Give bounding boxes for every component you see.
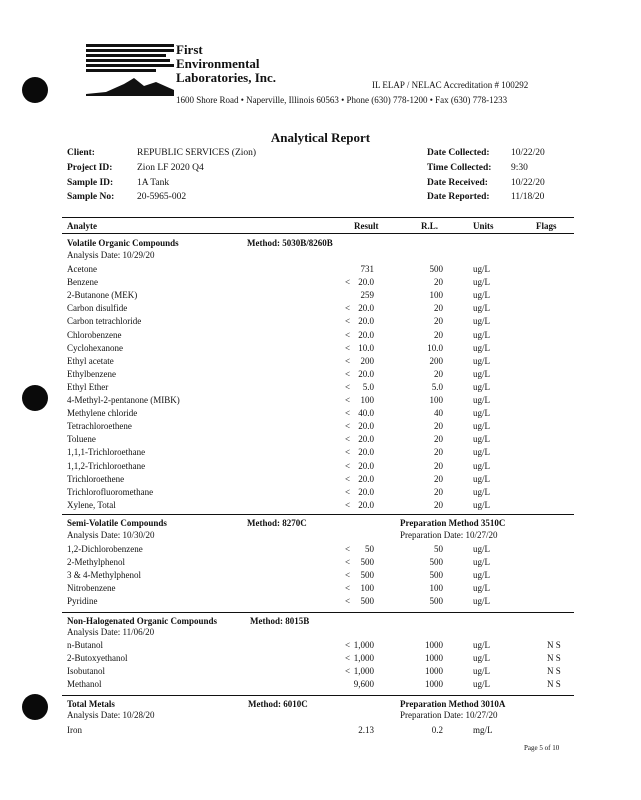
result-cell: 100	[360, 395, 374, 405]
result-cell: 20.0	[358, 316, 374, 327]
sample-id-line: Sample ID: 1A Tank	[67, 178, 170, 188]
analyte-cell: Ethyl acetate	[67, 355, 114, 366]
rl-cell: 20	[434, 329, 443, 340]
qualifier-cell: <	[345, 381, 351, 392]
col-analyte: Analyte	[67, 221, 97, 231]
unit-cell: ug/L	[473, 666, 490, 676]
qualifier-cell: <	[345, 342, 351, 353]
unit-cell: ug/L	[473, 381, 490, 392]
result-cell: 5.0	[362, 381, 374, 392]
analysis-date-nhoc: Analysis Date: 11/06/20	[67, 627, 155, 637]
analyte-cell: 2-Butoxyethanol	[67, 653, 128, 663]
analyte-cell: Methylene chloride	[67, 408, 138, 419]
divider	[62, 612, 574, 613]
table-row	[67, 277, 577, 290]
table-row	[67, 596, 577, 609]
qualifier-cell: <	[345, 447, 351, 458]
unit-cell: ug/L	[473, 264, 490, 274]
analysis-date-voc: Analysis Date: 10/29/20	[67, 250, 155, 260]
result-cell: 1,000	[353, 666, 374, 676]
result-cell: 20.0	[358, 460, 374, 471]
table-row	[67, 330, 577, 343]
result-cell: 10.0	[358, 342, 374, 353]
result-cell: 20.0	[358, 277, 374, 288]
result-cell: 20.0	[358, 486, 374, 497]
prep-method-metals: Preparation Method 3010A	[400, 699, 506, 709]
unit-cell: ug/L	[473, 329, 490, 340]
result-cell: 1,000	[353, 653, 374, 663]
unit-cell: ug/L	[473, 640, 490, 650]
analyte-cell: Nitrobenzene	[67, 583, 116, 593]
analyte-cell: Toluene	[67, 434, 96, 445]
rl-cell: 100	[429, 583, 443, 593]
qualifier-cell: <	[345, 583, 351, 593]
unit-cell: ug/L	[473, 277, 490, 288]
qualifier-cell: <	[345, 640, 351, 650]
rl-cell: 20	[434, 486, 443, 497]
section-title-svoc: Semi-Volatile Compounds	[67, 518, 167, 528]
result-cell: 9,600	[353, 679, 374, 689]
flag-cell: N S	[547, 679, 561, 689]
unit-cell: ug/L	[473, 368, 490, 379]
section-title-nhoc: Non-Halogenated Organic Compounds	[67, 616, 218, 626]
rl-cell: 20	[434, 421, 443, 432]
rl-cell: 20	[434, 368, 443, 379]
analyte-cell: Methanol	[67, 679, 102, 689]
rl-cell: 5.0	[431, 381, 443, 392]
result-cell: 20.0	[358, 473, 374, 484]
analyte-cell: 2-Methylphenol	[67, 557, 125, 567]
analyte-cell: Carbon tetrachloride	[67, 316, 142, 327]
qualifier-cell: <	[345, 408, 351, 419]
result-cell: 20.0	[358, 303, 374, 314]
rl-cell: 20	[434, 499, 443, 510]
analyte-cell: Tetrachloroethene	[67, 421, 132, 432]
analyte-cell: Iron	[67, 725, 82, 735]
analyte-cell: Isobutanol	[67, 666, 105, 676]
rl-cell: 100	[429, 290, 443, 301]
qualifier-cell: <	[345, 570, 351, 580]
result-cell: 20.0	[358, 447, 374, 458]
unit-cell: ug/L	[473, 583, 490, 593]
rl-cell: 20	[434, 434, 443, 445]
rl-cell: 1000	[425, 679, 443, 689]
analyte-cell: 1,2-Dichlorobenzene	[67, 544, 143, 554]
rl-cell: 1000	[425, 640, 443, 650]
unit-cell: ug/L	[473, 653, 490, 663]
result-cell: 40.0	[358, 408, 374, 419]
rl-cell: 40	[434, 408, 443, 419]
result-cell: 100	[360, 583, 374, 593]
unit-cell: ug/L	[473, 679, 490, 689]
time-collected-line: Time Collected: 9:30	[427, 163, 528, 173]
project-line: Project ID: Zion LF 2020 Q4	[67, 163, 204, 173]
table-row	[67, 570, 577, 583]
table-row	[67, 725, 577, 738]
qualifier-cell: <	[345, 277, 351, 288]
qualifier-cell: <	[345, 303, 351, 314]
table-row	[67, 557, 577, 570]
rl-cell: 50	[434, 544, 443, 554]
analyte-cell: Ethyl Ether	[67, 381, 109, 392]
sample-no-line: Sample No: 20-5965-002	[67, 192, 187, 202]
col-units: Units	[473, 221, 494, 231]
rl-cell: 1000	[425, 666, 443, 676]
method-nhoc: Method: 8015B	[250, 616, 310, 626]
divider	[62, 514, 574, 515]
unit-cell: ug/L	[473, 408, 490, 419]
analyte-cell: Pyridine	[67, 596, 98, 606]
qualifier-cell: <	[345, 316, 351, 327]
result-cell: 20.0	[358, 499, 374, 510]
mountain-graphic	[86, 74, 174, 96]
company-name: First Environmental Laboratories, Inc.	[176, 42, 277, 85]
date-collected-line: Date Collected: 10/22/20	[427, 148, 545, 158]
analyte-cell: Trichloroethene	[67, 473, 125, 484]
method-metals: Method: 6010C	[248, 699, 308, 709]
analyte-cell: Chlorobenzene	[67, 329, 122, 340]
company-address: 1600 Shore Road • Naperville, Illinois 60563 • Phone (630) 778-1200 • Fax (630) 778-1233	[176, 95, 508, 105]
page-number: Page 5 of 10	[524, 744, 560, 752]
rl-cell: 200	[429, 355, 443, 366]
table-row	[67, 474, 577, 487]
analyte-cell: 4-Methyl-2-pentanone (MIBK)	[67, 395, 180, 405]
table-row	[67, 395, 577, 408]
result-cell: 20.0	[358, 329, 374, 340]
analyte-cell: 1,1,1-Trichloroethane	[67, 447, 146, 458]
analyte-cell: Cyclohexanone	[67, 342, 123, 353]
unit-cell: ug/L	[473, 499, 490, 510]
result-cell: 20.0	[358, 368, 374, 379]
table-row	[67, 461, 577, 474]
table-row	[67, 666, 577, 679]
result-cell: 20.0	[358, 434, 374, 445]
analyte-cell: Acetone	[67, 264, 97, 274]
qualifier-cell: <	[345, 653, 351, 663]
result-cell: 500	[360, 557, 374, 567]
result-cell: 500	[360, 596, 374, 606]
qualifier-cell: <	[345, 499, 351, 510]
table-row	[67, 316, 577, 329]
qualifier-cell: <	[345, 368, 351, 379]
table-row	[67, 303, 577, 316]
rl-cell: 20	[434, 303, 443, 314]
client-line: Client: REPUBLIC SERVICES (Zion)	[67, 148, 257, 158]
divider	[62, 695, 574, 696]
rl-cell: 100	[429, 395, 443, 405]
result-cell: 2.13	[358, 725, 374, 735]
qualifier-cell: <	[345, 355, 351, 366]
table-row	[67, 434, 577, 447]
result-cell: 500	[360, 570, 374, 580]
table-row	[67, 447, 577, 460]
unit-cell: ug/L	[473, 316, 490, 327]
prep-date-svoc: Preparation Date: 10/27/20	[400, 530, 498, 540]
method-voc: Method: 5030B/8260B	[247, 238, 333, 248]
unit-cell: ug/L	[473, 473, 490, 484]
analyte-cell: Ethylbenzene	[67, 368, 116, 379]
unit-cell: ug/L	[473, 290, 490, 301]
section-title-voc: Volatile Organic Compounds	[67, 238, 179, 248]
divider	[62, 233, 574, 234]
table-row	[67, 382, 577, 395]
rl-cell: 10.0	[427, 342, 443, 353]
rl-cell: 500	[429, 264, 443, 274]
rl-cell: 0.2	[431, 725, 443, 735]
punch-hole	[22, 385, 48, 411]
qualifier-cell: <	[345, 434, 351, 445]
table-row	[67, 421, 577, 434]
table-row	[67, 369, 577, 382]
rl-cell: 20	[434, 447, 443, 458]
col-rl: R.L.	[421, 221, 439, 231]
accreditation: IL ELAP / NELAC Accreditation # 100292	[372, 80, 529, 90]
flag-cell: N S	[547, 666, 561, 676]
result-cell: 20.0	[358, 421, 374, 432]
result-cell: 259	[360, 290, 374, 301]
analyte-cell: Carbon disulfide	[67, 303, 128, 314]
date-received-line: Date Received: 10/22/20	[427, 178, 545, 188]
rl-cell: 500	[429, 570, 443, 580]
table-row	[67, 487, 577, 500]
analyte-cell: Benzene	[67, 277, 98, 288]
unit-cell: ug/L	[473, 434, 490, 445]
table-row	[67, 264, 577, 277]
unit-cell: ug/L	[473, 557, 490, 567]
method-svoc: Method: 8270C	[247, 518, 307, 528]
qualifier-cell: <	[345, 557, 351, 567]
table-row	[67, 583, 577, 596]
prep-date-metals: Preparation Date: 10/27/20	[400, 710, 498, 720]
table-row	[67, 679, 577, 692]
analysis-date-metals: Analysis Date: 10/28/20	[67, 710, 155, 720]
qualifier-cell: <	[345, 544, 351, 554]
qualifier-cell: <	[345, 395, 351, 405]
unit-cell: ug/L	[473, 395, 490, 405]
col-flags: Flags	[536, 221, 557, 231]
prep-method-svoc: Preparation Method 3510C	[400, 518, 506, 528]
qualifier-cell: <	[345, 596, 351, 606]
result-cell: 200	[360, 355, 374, 366]
qualifier-cell: <	[345, 329, 351, 340]
table-row	[67, 343, 577, 356]
unit-cell: ug/L	[473, 596, 490, 606]
analyte-cell: Xylene, Total	[67, 499, 116, 510]
qualifier-cell: <	[345, 666, 351, 676]
flag-cell: N S	[547, 640, 561, 650]
date-reported-line: Date Reported: 11/18/20	[427, 192, 545, 202]
table-row	[67, 653, 577, 666]
rl-cell: 500	[429, 596, 443, 606]
result-cell: 731	[360, 264, 374, 274]
table-row	[67, 356, 577, 369]
qualifier-cell: <	[345, 421, 351, 432]
table-row	[67, 544, 577, 557]
rl-cell: 20	[434, 277, 443, 288]
analyte-cell: 3 & 4-Methylphenol	[67, 570, 141, 580]
report-title: Analytical Report	[270, 130, 371, 145]
unit-cell: ug/L	[473, 544, 490, 554]
table-row	[67, 408, 577, 421]
qualifier-cell: <	[345, 486, 351, 497]
unit-cell: ug/L	[473, 460, 490, 471]
rl-cell: 20	[434, 460, 443, 471]
divider	[62, 217, 574, 218]
result-cell: 50	[365, 544, 374, 554]
qualifier-cell: <	[345, 460, 351, 471]
analyte-cell: Trichlorofluoromethane	[67, 486, 154, 497]
table-row	[67, 290, 577, 303]
col-result: Result	[354, 221, 379, 231]
qualifier-cell: <	[345, 473, 351, 484]
analyte-cell: n-Butanol	[67, 640, 103, 650]
flag-cell: N S	[547, 653, 561, 663]
analysis-date-svoc: Analysis Date: 10/30/20	[67, 530, 155, 540]
analyte-cell: 2-Butanone (MEK)	[67, 290, 138, 301]
rl-cell: 20	[434, 473, 443, 484]
unit-cell: ug/L	[473, 570, 490, 580]
unit-cell: mg/L	[473, 725, 493, 735]
rl-cell: 20	[434, 316, 443, 327]
result-cell: 1,000	[353, 640, 374, 650]
punch-hole	[22, 77, 48, 103]
table-row	[67, 640, 577, 653]
unit-cell: ug/L	[473, 486, 490, 497]
unit-cell: ug/L	[473, 447, 490, 458]
company-logo	[86, 44, 174, 98]
table-row	[67, 500, 577, 513]
section-title-metals: Total Metals	[67, 699, 115, 709]
unit-cell: ug/L	[473, 303, 490, 314]
rl-cell: 500	[429, 557, 443, 567]
analyte-cell: 1,1,2-Trichloroethane	[67, 460, 146, 471]
unit-cell: ug/L	[473, 342, 490, 353]
punch-hole	[22, 694, 48, 720]
unit-cell: ug/L	[473, 355, 490, 366]
unit-cell: ug/L	[473, 421, 490, 432]
rl-cell: 1000	[425, 653, 443, 663]
